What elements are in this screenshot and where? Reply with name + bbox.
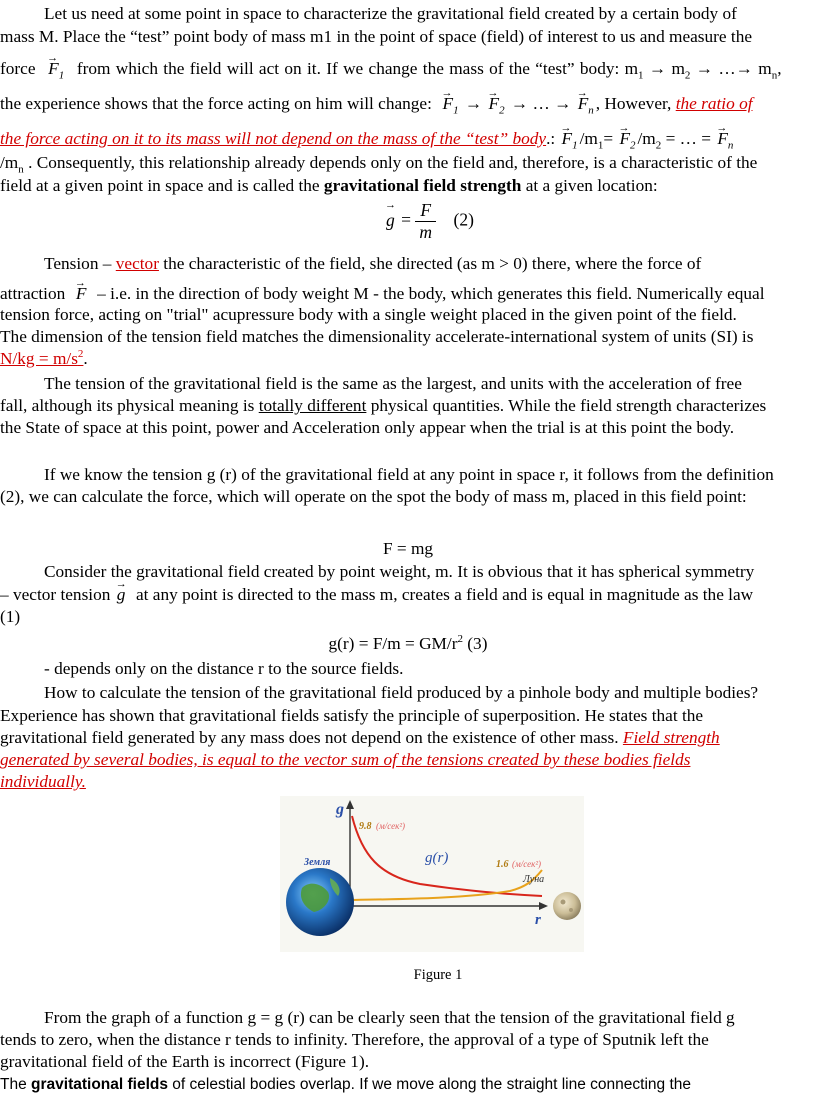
para1-line1: Let us need at some point in space to characterize the gravitational field created by a certain body of [44, 4, 737, 23]
para6: - depends only on the distance r to the source fields. [44, 659, 404, 678]
unit-highlight: $N/kg = m/s^2$ [0, 348, 84, 368]
para3-line2: fall, although its physical meaning is totally different physical quantities. While the field strength characterizes [0, 396, 767, 415]
para7-line5: individually. [0, 772, 86, 791]
para5-line2: – vector tension → g at any point is directed to the mass m, creates a field and is equal in magnitude as the law [0, 584, 816, 607]
para1-line7: field at a given point in space and is called the gravitational field strength at a given location: [0, 176, 658, 195]
para4-line2: (2), we can calculate the force, which will operate on the spot the body of mass m, placed in this field point: [0, 487, 747, 506]
unit-moon: (м/сек²) [512, 859, 542, 869]
para8-line2: tends to zero, when the distance r tends to infinity. Therefore, the approval of a type of Sputnik left the [0, 1030, 709, 1049]
para8-line1: From the graph of a function g = g (r) can be clearly seen that the tension of the gravitational field g [44, 1008, 735, 1027]
highlight-ratio-start: the ratio of [675, 94, 753, 113]
earth-label: Земля [304, 857, 331, 868]
para2-line3: tension force, acting on "trial" acupressure body with a single weight placed in the given point of the field. [0, 305, 737, 324]
para1-line5: the force acting on it to its mass will not depend on the mass of the “test” body.: → $F_1$ $/m_1= \to F_2$ $/m_2$ = … = → $F_n$ [0, 128, 816, 151]
equation-f-mg: F = mg [382, 539, 434, 558]
para1-line3: force → $F_1$ from which the field will act on it. If we change the mass of the “test” body: $m_1 \to m_2$ → …→ $m_n$, [0, 58, 816, 81]
unit-earth: (м/сек²) [376, 821, 406, 831]
curve-label: g(r) [425, 850, 449, 866]
para8-line3: gravitational field of the Earth is incorrect (Figure 1). [0, 1052, 370, 1071]
value-earth: 9.8 [359, 821, 372, 832]
para1-line4: the experience shows that the force acting on him will change: → $F_1$ → → $F_2$ → … → → $F_n$ , However, the ratio of [0, 93, 816, 116]
para5-line3: (1) [0, 607, 21, 626]
para2-line5: $N/kg = m/s^2$. [0, 348, 88, 368]
para4-line1: If we know the tension g (r) of the gravitational field at any point in space r, it follows from the definition [44, 465, 774, 484]
para2-line4: The dimension of the tension field matches the dimensionality accelerate-international system of units (SI) is [0, 327, 754, 346]
value-moon: 1.6 [496, 859, 509, 870]
para9: The gravitational fields of celestial bodies overlap. If we move along the straight line connecting the [0, 1076, 691, 1093]
para3-line3: the State of space at this point, power and Acceleration only appear when the trial is at this point the body. [0, 418, 735, 437]
para2-line2: attraction → F – i.e. in the direction of body weight M - the body, which generates this field. Numerically equal [0, 283, 816, 306]
axis-label-r: r [535, 912, 541, 928]
moon-label: Луна [523, 874, 545, 885]
term-field-strength: gravitational field strength [323, 176, 522, 195]
para2-line1: Tension – vector the characteristic of the field, she directed (as m > 0) there, where the force of [44, 254, 702, 273]
para5-line1: Consider the gravitational field created by point weight, m. It is obvious that it has spherical symmetry [44, 562, 755, 581]
para1-line6: $/m_n$ . Consequently, this relationship already depends only on the field and, therefore, is a characteristic of the [0, 153, 758, 176]
figure-gravity-graph [280, 796, 584, 952]
para3-line1: The tension of the gravitational field is the same as the largest, and units with the acceleration of free [44, 374, 742, 393]
equation-3: $g(r) = F/m = GM/r^2$ (3) [328, 633, 488, 653]
para1-line2: mass M. Place the “test” point body of mass m1 in the point of space (field) of interest to us and measure the [0, 27, 753, 46]
moon-globe [553, 892, 581, 920]
equation-2: → g = $\frac{F}{m}$ (2) [384, 200, 474, 243]
figure-caption: Figure 1 [413, 967, 463, 983]
para7-line3: gravitational field generated by any mass does not depend on the existence of other mass. Field strength [0, 728, 720, 747]
axis-label-g: g [336, 801, 344, 818]
para7-line4: generated by several bodies, is equal to the vector sum of the tensions created by these bodies fields [0, 750, 691, 769]
para7-line1: How to calculate the tension of the gravitational field produced by a pinhole body and multiple bodies? [44, 683, 759, 702]
vector-f1: → $F_1$ [46, 58, 66, 81]
link-vector[interactable]: vector [115, 254, 159, 273]
highlight-ratio: the force acting on it to its mass will not depend on the mass of the “test” body [0, 129, 547, 148]
para7-line2: Experience has shown that gravitational fields satisfy the principle of superposition. He states that the [0, 706, 704, 725]
